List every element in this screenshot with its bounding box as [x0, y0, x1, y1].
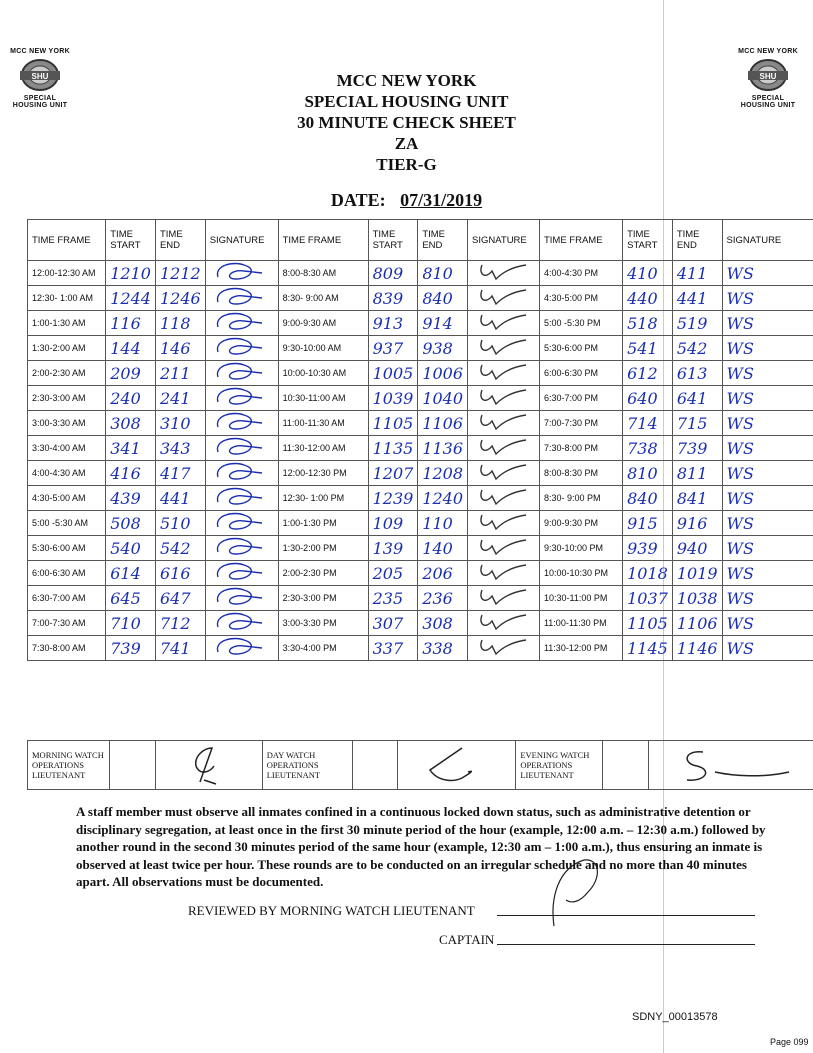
signature-cell: WS — [722, 511, 813, 536]
time-frame-cell: 5:30-6:00 AM — [28, 536, 106, 561]
time-frame-cell: 10:00-10:30 AM — [278, 361, 368, 386]
time-start-cell: 1135 — [368, 436, 418, 461]
time-start-cell: 240 — [106, 386, 156, 411]
signature-cell: WS — [722, 336, 813, 361]
table-body — [28, 261, 813, 661]
time-start-cell: 1039 — [368, 386, 418, 411]
signature-cell — [468, 336, 540, 361]
handwritten-initials — [210, 361, 270, 381]
time-frame-cell: 7:30-8:00 AM — [28, 636, 106, 661]
signature-cell — [205, 411, 278, 436]
time-start-cell: 714 — [623, 411, 673, 436]
signature-cell — [205, 536, 278, 561]
handwritten-initials — [210, 461, 270, 481]
bates-number: SDNY_00013578 — [632, 1011, 718, 1023]
check-log-table — [27, 219, 813, 661]
table-row — [28, 611, 813, 636]
day-lieutenant-label: DAY WATCH OPERATIONS LIEUTENANT — [262, 741, 352, 790]
column-header: TIME FRAME — [28, 220, 106, 261]
time-end-cell: 811 — [672, 461, 722, 486]
handwritten-initials — [210, 586, 270, 606]
time-end-cell: 146 — [155, 336, 205, 361]
time-end-cell: 810 — [418, 261, 468, 286]
time-end-cell: 1019 — [672, 561, 722, 586]
signature-cell: WS — [722, 386, 813, 411]
signature-cell — [468, 511, 540, 536]
time-end-cell: 739 — [672, 436, 722, 461]
date-label: DATE: — [330, 190, 386, 210]
time-frame-cell: 3:00-3:30 PM — [278, 611, 368, 636]
signature-cell: WS — [722, 411, 813, 436]
table-row — [28, 561, 813, 586]
time-start-cell: 612 — [623, 361, 673, 386]
time-end-cell: 1246 — [155, 286, 205, 311]
morning-lieutenant-label: MORNING WATCH OPERATIONS LIEUTENANT — [28, 741, 110, 790]
captain-label: CAPTAIN — [439, 932, 495, 947]
table-row — [28, 536, 813, 561]
handwritten-initials — [210, 611, 270, 631]
time-frame-cell: 1:30-2:00 AM — [28, 336, 106, 361]
time-frame-cell: 7:00-7:30 PM — [539, 411, 622, 436]
signature-cell — [205, 511, 278, 536]
day-lieutenant-gap — [352, 741, 398, 790]
handwritten-initials — [210, 436, 270, 456]
column-header: TIME FRAME — [278, 220, 368, 261]
signature-cell: WS — [722, 561, 813, 586]
time-start-cell: 738 — [623, 436, 673, 461]
signature-cell — [468, 361, 540, 386]
time-end-cell: 1212 — [155, 261, 205, 286]
logo-bottom-text: SPECIAL HOUSING UNIT — [740, 95, 796, 109]
time-end-cell: 542 — [155, 536, 205, 561]
time-frame-cell: 10:00-10:30 PM — [539, 561, 622, 586]
time-end-cell: 206 — [418, 561, 468, 586]
signature-cell: WS — [722, 311, 813, 336]
table-row — [28, 386, 813, 411]
time-end-cell: 441 — [672, 286, 722, 311]
time-end-cell: 411 — [672, 261, 722, 286]
time-frame-cell: 3:30-4:00 AM — [28, 436, 106, 461]
time-end-cell: 613 — [672, 361, 722, 386]
time-start-cell: 645 — [106, 586, 156, 611]
table-row — [28, 311, 813, 336]
time-start-cell: 710 — [106, 611, 156, 636]
logo-bottom-text: SPECIAL HOUSING UNIT — [12, 95, 68, 109]
signature-cell — [468, 636, 540, 661]
time-start-cell: 308 — [106, 411, 156, 436]
signature-cell — [205, 336, 278, 361]
time-start-cell: 614 — [106, 561, 156, 586]
signature-cell: WS — [722, 361, 813, 386]
time-end-cell: 417 — [155, 461, 205, 486]
time-end-cell: 519 — [672, 311, 722, 336]
handwritten-initials — [472, 461, 532, 481]
table-header-row — [28, 220, 813, 261]
time-frame-cell: 12:30- 1:00 AM — [28, 286, 106, 311]
table-row — [28, 461, 813, 486]
time-frame-cell: 6:00-6:30 PM — [539, 361, 622, 386]
time-frame-cell: 2:30-3:00 AM — [28, 386, 106, 411]
time-end-cell: 542 — [672, 336, 722, 361]
signature-cell — [468, 311, 540, 336]
time-start-cell: 416 — [106, 461, 156, 486]
time-frame-cell: 6:30-7:00 AM — [28, 586, 106, 611]
header-line-1: MCC NEW YORK — [336, 71, 477, 90]
signature-cell — [205, 261, 278, 286]
column-header: TIME START — [106, 220, 156, 261]
time-frame-cell: 4:30-5:00 PM — [539, 286, 622, 311]
handwritten-initials — [210, 561, 270, 581]
signature-cell — [468, 586, 540, 611]
column-header: SIGNATURE — [722, 220, 813, 261]
signature-cell — [205, 636, 278, 661]
time-start-cell: 913 — [368, 311, 418, 336]
time-end-cell: 647 — [155, 586, 205, 611]
time-start-cell: 109 — [368, 511, 418, 536]
signature-cell — [468, 536, 540, 561]
signature-cell — [468, 386, 540, 411]
handwritten-initials — [472, 261, 532, 281]
signature-cell: WS — [722, 286, 813, 311]
logo-top-text: MCC NEW YORK — [10, 48, 70, 55]
time-start-cell: 1037 — [623, 586, 673, 611]
time-frame-cell: 6:00-6:30 AM — [28, 561, 106, 586]
signature-cell: WS — [722, 636, 813, 661]
time-start-cell: 809 — [368, 261, 418, 286]
time-frame-cell: 12:00-12:30 PM — [278, 461, 368, 486]
time-frame-cell: 2:00-2:30 AM — [28, 361, 106, 386]
handwritten-initials — [472, 511, 532, 531]
time-start-cell: 1018 — [623, 561, 673, 586]
time-end-cell: 1240 — [418, 486, 468, 511]
logo-top-text: MCC NEW YORK — [738, 48, 798, 55]
signature-scribble — [160, 742, 250, 786]
time-frame-cell: 11:30-12:00 AM — [278, 436, 368, 461]
handwritten-initials — [472, 586, 532, 606]
morning-lieutenant-gap — [109, 741, 155, 790]
time-end-cell: 938 — [418, 336, 468, 361]
time-start-cell: 116 — [106, 311, 156, 336]
time-end-cell: 441 — [155, 486, 205, 511]
page-number: Page 099 — [770, 1037, 809, 1047]
time-start-cell: 939 — [623, 536, 673, 561]
handwritten-initials — [472, 336, 532, 356]
time-start-cell: 640 — [623, 386, 673, 411]
time-frame-cell: 8:00-8:30 AM — [278, 261, 368, 286]
handwritten-initials — [210, 636, 270, 656]
time-frame-cell: 9:30-10:00 PM — [539, 536, 622, 561]
time-end-cell: 241 — [155, 386, 205, 411]
signature-cell — [468, 611, 540, 636]
signature-cell — [468, 411, 540, 436]
time-frame-cell: 4:00-4:30 PM — [539, 261, 622, 286]
handwritten-initials — [210, 486, 270, 506]
handwritten-initials — [210, 261, 270, 281]
handwritten-initials — [210, 511, 270, 531]
signature-scribble — [402, 742, 502, 786]
handwritten-initials — [472, 561, 532, 581]
time-frame-cell: 1:30-2:00 PM — [278, 536, 368, 561]
time-start-cell: 440 — [623, 286, 673, 311]
table-row — [28, 286, 813, 311]
time-frame-cell: 12:00-12:30 AM — [28, 261, 106, 286]
svg-text:SHU: SHU — [31, 72, 49, 81]
reviewer-signature — [548, 858, 608, 928]
time-frame-cell: 8:30- 9:00 AM — [278, 286, 368, 311]
time-frame-cell: 11:30-12:00 PM — [539, 636, 622, 661]
time-frame-cell: 7:00-7:30 AM — [28, 611, 106, 636]
handwritten-initials — [472, 361, 532, 381]
time-start-cell: 810 — [623, 461, 673, 486]
time-end-cell: 712 — [155, 611, 205, 636]
header-line-5: TIER-G — [376, 155, 437, 174]
time-end-cell: 343 — [155, 436, 205, 461]
signature-cell — [205, 286, 278, 311]
time-start-cell: 307 — [368, 611, 418, 636]
time-start-cell: 840 — [623, 486, 673, 511]
signature-cell — [205, 486, 278, 511]
time-frame-cell: 3:00-3:30 AM — [28, 411, 106, 436]
time-end-cell: 616 — [155, 561, 205, 586]
time-frame-cell: 5:00 -5:30 PM — [539, 311, 622, 336]
time-frame-cell: 1:00-1:30 PM — [278, 511, 368, 536]
signature-cell: WS — [722, 611, 813, 636]
signature-cell — [468, 561, 540, 586]
handwritten-initials — [210, 286, 270, 306]
time-start-cell: 541 — [623, 336, 673, 361]
time-end-cell: 1040 — [418, 386, 468, 411]
svg-text:SHU: SHU — [759, 72, 777, 81]
time-end-cell: 1006 — [418, 361, 468, 386]
reviewed-label: REVIEWED BY MORNING WATCH LIEUTENANT — [188, 903, 475, 918]
lieutenant-signoff-table — [27, 740, 813, 790]
time-end-cell: 110 — [418, 511, 468, 536]
time-end-cell: 840 — [418, 286, 468, 311]
time-frame-cell: 9:00-9:30 PM — [539, 511, 622, 536]
table-row — [28, 436, 813, 461]
table-row — [28, 411, 813, 436]
signature-cell — [468, 461, 540, 486]
time-start-cell: 1244 — [106, 286, 156, 311]
signature-cell — [468, 436, 540, 461]
signature-cell — [205, 611, 278, 636]
date-value: 07/31/2019 — [400, 190, 483, 210]
captain-signature-line — [497, 944, 755, 945]
handwritten-initials — [210, 336, 270, 356]
time-start-cell: 337 — [368, 636, 418, 661]
time-frame-cell: 12:30- 1:00 PM — [278, 486, 368, 511]
time-end-cell: 916 — [672, 511, 722, 536]
column-header: TIME END — [155, 220, 205, 261]
signature-cell — [205, 361, 278, 386]
header-line-3: 30 MINUTE CHECK SHEET — [297, 113, 516, 132]
time-start-cell: 235 — [368, 586, 418, 611]
evening-lieutenant-label: EVENING WATCH OPERATIONS LIEUTENANT — [516, 741, 603, 790]
signature-cell — [468, 486, 540, 511]
table-row — [28, 336, 813, 361]
signature-scribble — [653, 742, 793, 786]
handwritten-initials — [472, 536, 532, 556]
time-frame-cell: 4:00-4:30 AM — [28, 461, 106, 486]
time-end-cell: 1146 — [672, 636, 722, 661]
handwritten-initials — [210, 386, 270, 406]
time-frame-cell: 7:30-8:00 PM — [539, 436, 622, 461]
time-start-cell: 144 — [106, 336, 156, 361]
time-frame-cell: 10:30-11:00 PM — [539, 586, 622, 611]
time-frame-cell: 11:00-11:30 AM — [278, 411, 368, 436]
time-start-cell: 139 — [368, 536, 418, 561]
signature-cell: WS — [722, 436, 813, 461]
time-end-cell: 310 — [155, 411, 205, 436]
time-start-cell: 739 — [106, 636, 156, 661]
handwritten-initials — [472, 311, 532, 331]
time-start-cell: 1005 — [368, 361, 418, 386]
table-row — [28, 361, 813, 386]
time-end-cell: 1136 — [418, 436, 468, 461]
table-row — [28, 636, 813, 661]
handwritten-initials — [472, 436, 532, 456]
time-start-cell: 439 — [106, 486, 156, 511]
signature-cell: WS — [722, 536, 813, 561]
signature-cell — [205, 461, 278, 486]
time-start-cell: 1105 — [368, 411, 418, 436]
time-start-cell: 839 — [368, 286, 418, 311]
time-frame-cell: 2:30-3:00 PM — [278, 586, 368, 611]
time-end-cell: 1038 — [672, 586, 722, 611]
time-start-cell: 341 — [106, 436, 156, 461]
time-end-cell: 510 — [155, 511, 205, 536]
time-frame-cell: 4:30-5:00 AM — [28, 486, 106, 511]
time-start-cell: 1145 — [623, 636, 673, 661]
handwritten-initials — [210, 411, 270, 431]
signature-cell — [205, 386, 278, 411]
signature-cell — [468, 286, 540, 311]
signature-cell: WS — [722, 586, 813, 611]
signature-cell — [205, 561, 278, 586]
time-start-cell: 1210 — [106, 261, 156, 286]
time-end-cell: 1208 — [418, 461, 468, 486]
signature-cell: WS — [722, 461, 813, 486]
signature-cell — [205, 436, 278, 461]
handwritten-initials — [472, 286, 532, 306]
signature-cell — [205, 311, 278, 336]
handwritten-initials — [472, 386, 532, 406]
instructions-paragraph: A staff member must observe all inmates confined in a continuous locked down status, such as administrative detention or disciplinary segregation, at least once in the first 30 minute period of the hour (example, 12:00 a.m. – 12:30 a.m.) followed by another round in the second 30 minutes period of the same hour (example, 12:30 am – 1:00 a.m.), thus ensuring an inmate is observed at least twice per hour. These rounds are to be conducted on an irregular schedule and no more than 40 minutes apart. All observations must be documented. — [76, 804, 766, 889]
column-header: TIME START — [368, 220, 418, 261]
time-end-cell: 211 — [155, 361, 205, 386]
time-end-cell: 914 — [418, 311, 468, 336]
signature-cell — [205, 586, 278, 611]
handwritten-initials — [472, 411, 532, 431]
time-end-cell: 118 — [155, 311, 205, 336]
time-start-cell: 1239 — [368, 486, 418, 511]
time-start-cell: 209 — [106, 361, 156, 386]
header-line-2: SPECIAL HOUSING UNIT — [304, 92, 509, 111]
time-end-cell: 338 — [418, 636, 468, 661]
signature-cell: WS — [722, 486, 813, 511]
table-row — [28, 486, 813, 511]
handwritten-initials — [210, 311, 270, 331]
table-row — [28, 511, 813, 536]
evening-lieutenant-signature — [649, 741, 813, 790]
evening-lieutenant-gap — [603, 741, 649, 790]
header-line-4: ZA — [394, 134, 419, 153]
time-start-cell: 518 — [623, 311, 673, 336]
day-lieutenant-signature — [398, 741, 516, 790]
column-header: TIME FRAME — [539, 220, 622, 261]
time-start-cell: 508 — [106, 511, 156, 536]
time-end-cell: 1106 — [418, 411, 468, 436]
time-end-cell: 741 — [155, 636, 205, 661]
table-row — [28, 261, 813, 286]
time-frame-cell: 3:30-4:00 PM — [278, 636, 368, 661]
reviewed-signature-line — [497, 915, 755, 916]
time-frame-cell: 9:30-10:00 AM — [278, 336, 368, 361]
handwritten-initials — [472, 636, 532, 656]
time-frame-cell: 6:30-7:00 PM — [539, 386, 622, 411]
time-frame-cell: 9:00-9:30 AM — [278, 311, 368, 336]
handwritten-initials — [210, 536, 270, 556]
date-line — [0, 190, 813, 211]
time-start-cell: 915 — [623, 511, 673, 536]
column-header: TIME END — [418, 220, 468, 261]
table-row — [28, 586, 813, 611]
time-start-cell: 540 — [106, 536, 156, 561]
signature-cell — [468, 261, 540, 286]
time-frame-cell: 10:30-11:00 AM — [278, 386, 368, 411]
column-header: SIGNATURE — [205, 220, 278, 261]
time-end-cell: 140 — [418, 536, 468, 561]
time-frame-cell: 1:00-1:30 AM — [28, 311, 106, 336]
time-frame-cell: 8:30- 9:00 PM — [539, 486, 622, 511]
time-frame-cell: 2:00-2:30 PM — [278, 561, 368, 586]
time-frame-cell: 5:00 -5:30 AM — [28, 511, 106, 536]
time-end-cell: 940 — [672, 536, 722, 561]
column-header: TIME END — [672, 220, 722, 261]
document-header — [0, 70, 813, 175]
signature-cell: WS — [722, 261, 813, 286]
time-start-cell: 1207 — [368, 461, 418, 486]
handwritten-initials — [472, 611, 532, 631]
time-start-cell: 1105 — [623, 611, 673, 636]
handwritten-initials — [472, 486, 532, 506]
time-end-cell: 1106 — [672, 611, 722, 636]
time-start-cell: 937 — [368, 336, 418, 361]
time-end-cell: 841 — [672, 486, 722, 511]
time-end-cell: 641 — [672, 386, 722, 411]
morning-lieutenant-signature — [155, 741, 262, 790]
column-header: SIGNATURE — [468, 220, 540, 261]
time-end-cell: 236 — [418, 586, 468, 611]
time-frame-cell: 5:30-6:00 PM — [539, 336, 622, 361]
time-frame-cell: 11:00-11:30 PM — [539, 611, 622, 636]
time-end-cell: 308 — [418, 611, 468, 636]
column-header: TIME START — [623, 220, 673, 261]
time-end-cell: 715 — [672, 411, 722, 436]
time-start-cell: 205 — [368, 561, 418, 586]
time-frame-cell: 8:00-8:30 PM — [539, 461, 622, 486]
time-start-cell: 410 — [623, 261, 673, 286]
